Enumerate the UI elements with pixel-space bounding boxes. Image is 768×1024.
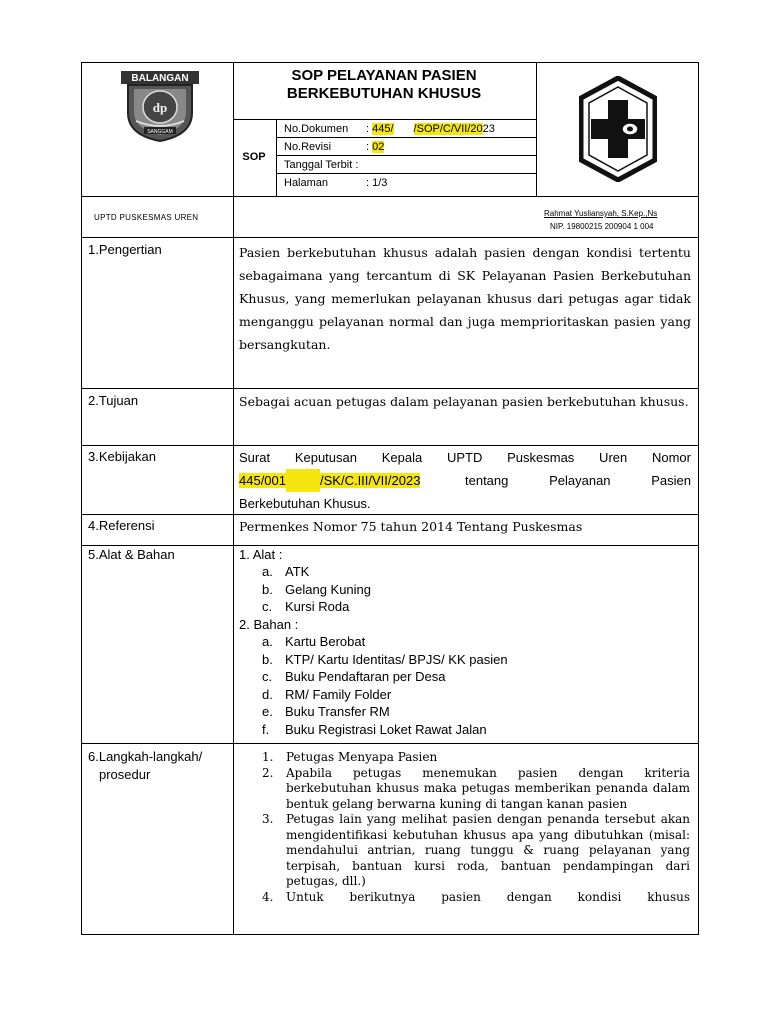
- puskesmas-logo: [579, 76, 657, 182]
- text-pengertian: Pasien berkebutuhan khusus adalah pasien dengan kondisi tertentu sebagaimana yang tercantum di SK Pelayanan Pasien Berkebutuhan Khusus, yang memerlukan pelayanan khusus dari petugas agar tidak menganggu pelayanan normal dan juga memprioritaskan pasien yang bersangkutan.: [239, 245, 691, 352]
- text-tujuan: Sebagai acuan petugas dalam pelayanan pasien berkebutuhan khusus.: [239, 394, 689, 409]
- list-item: e. Buku Transfer RM: [262, 704, 390, 719]
- bahan-title: 2. Bahan :: [239, 617, 299, 632]
- puskesmas-name: UPTD PUSKESMAS UREN: [94, 213, 199, 222]
- label-pengertian: 1.Pengertian: [88, 242, 162, 257]
- document-header: [81, 62, 699, 238]
- list-item: b. Gelang Kuning: [262, 581, 372, 597]
- list-item: a. ATK: [262, 564, 310, 579]
- label-referensi: 4.Referensi: [88, 518, 155, 533]
- document-title: SOP PELAYANAN PASIEN BERKEBUTUHAN KHUSUS: [286, 67, 482, 102]
- meta-halaman: Halaman : 1/3: [284, 177, 388, 189]
- list-item: b. KTP/ Kartu Identitas/ BPJS/ KK pasien: [262, 651, 508, 667]
- alat-title: 1. Alat :: [239, 547, 283, 562]
- signer-name: Rahmat Yusliansyah, S.Kep.,Ns: [544, 209, 658, 218]
- svg-text:dp: dp: [152, 100, 168, 115]
- text-kebijakan: Surat Keputusan Kepala UPTD Puskesmas Uren Nomor 445/001 /SK/C.III/VII/2023 tentang Pelayanan Pasien Berkebutuhan Khusus.: [239, 450, 691, 511]
- step-item: 1. Petugas Menyapa Pasien: [262, 750, 438, 764]
- label-tujuan: 2.Tujuan: [88, 393, 139, 408]
- sop-label: SOP: [242, 151, 266, 163]
- signer-nip: NIP. 19800215 200904 1 004: [550, 222, 654, 231]
- list-item: c. Kursi Roda: [262, 599, 350, 614]
- regency-logo: [120, 69, 200, 143]
- meta-tanggal-terbit: Tanggal Terbit :: [284, 159, 359, 171]
- list-item: f. Buku Registrasi Loket Rawat Jalan: [262, 721, 487, 737]
- label-kebijakan: 3.Kebijakan: [88, 449, 156, 464]
- bahan-list: [262, 633, 682, 738]
- signer-block: [544, 207, 657, 233]
- meta-no-dokumen: No.Dokumen : 445/ /SOP/C/VII/2023: [284, 123, 495, 135]
- svg-text:SANGGAM: SANGGAM: [147, 129, 173, 135]
- list-item: a. Kartu Berobat: [262, 634, 366, 649]
- alat-list: [262, 563, 682, 616]
- step-item: 3. Petugas lain yang melihat pasien dengan penanda tersebut akan mengidentifikasi kebutuhan khusus apa yang dibutuhkan (misal: mendahului antrian, ruang tunggu & ruang pelayanan yang terpisah, bantuan kursi roda, bantuan pendampingan dari petugas, dll.): [262, 812, 690, 888]
- label-alat-bahan: 5.Alat & Bahan: [88, 547, 175, 562]
- list-item: d. RM/ Family Folder: [262, 686, 392, 702]
- svg-text:BALANGAN: BALANGAN: [131, 73, 189, 84]
- sop-body-table: [81, 238, 699, 935]
- label-langkah: 6.Langkah-langkah/ prosedur: [88, 749, 203, 782]
- langkah-steps: [262, 750, 690, 905]
- meta-no-revisi: No.Revisi : 02: [284, 141, 385, 153]
- step-item: 4. Untuk berikutnya pasien dengan kondisi khusus: [262, 889, 690, 904]
- list-item: c. Buku Pendaftaran per Desa: [262, 669, 446, 684]
- kebijakan-tentang: tentang Pelayanan Pasien: [465, 473, 691, 488]
- step-item: 2. Apabila petugas menemukan pasien dengan kriteria berkebutuhan khusus maka petugas memberikan penanda dalam bentuk gelang berwarna kuning di tangan kanan pasien: [262, 765, 690, 811]
- text-referensi: Permenkes Nomor 75 tahun 2014 Tentang Puskesmas: [239, 519, 583, 534]
